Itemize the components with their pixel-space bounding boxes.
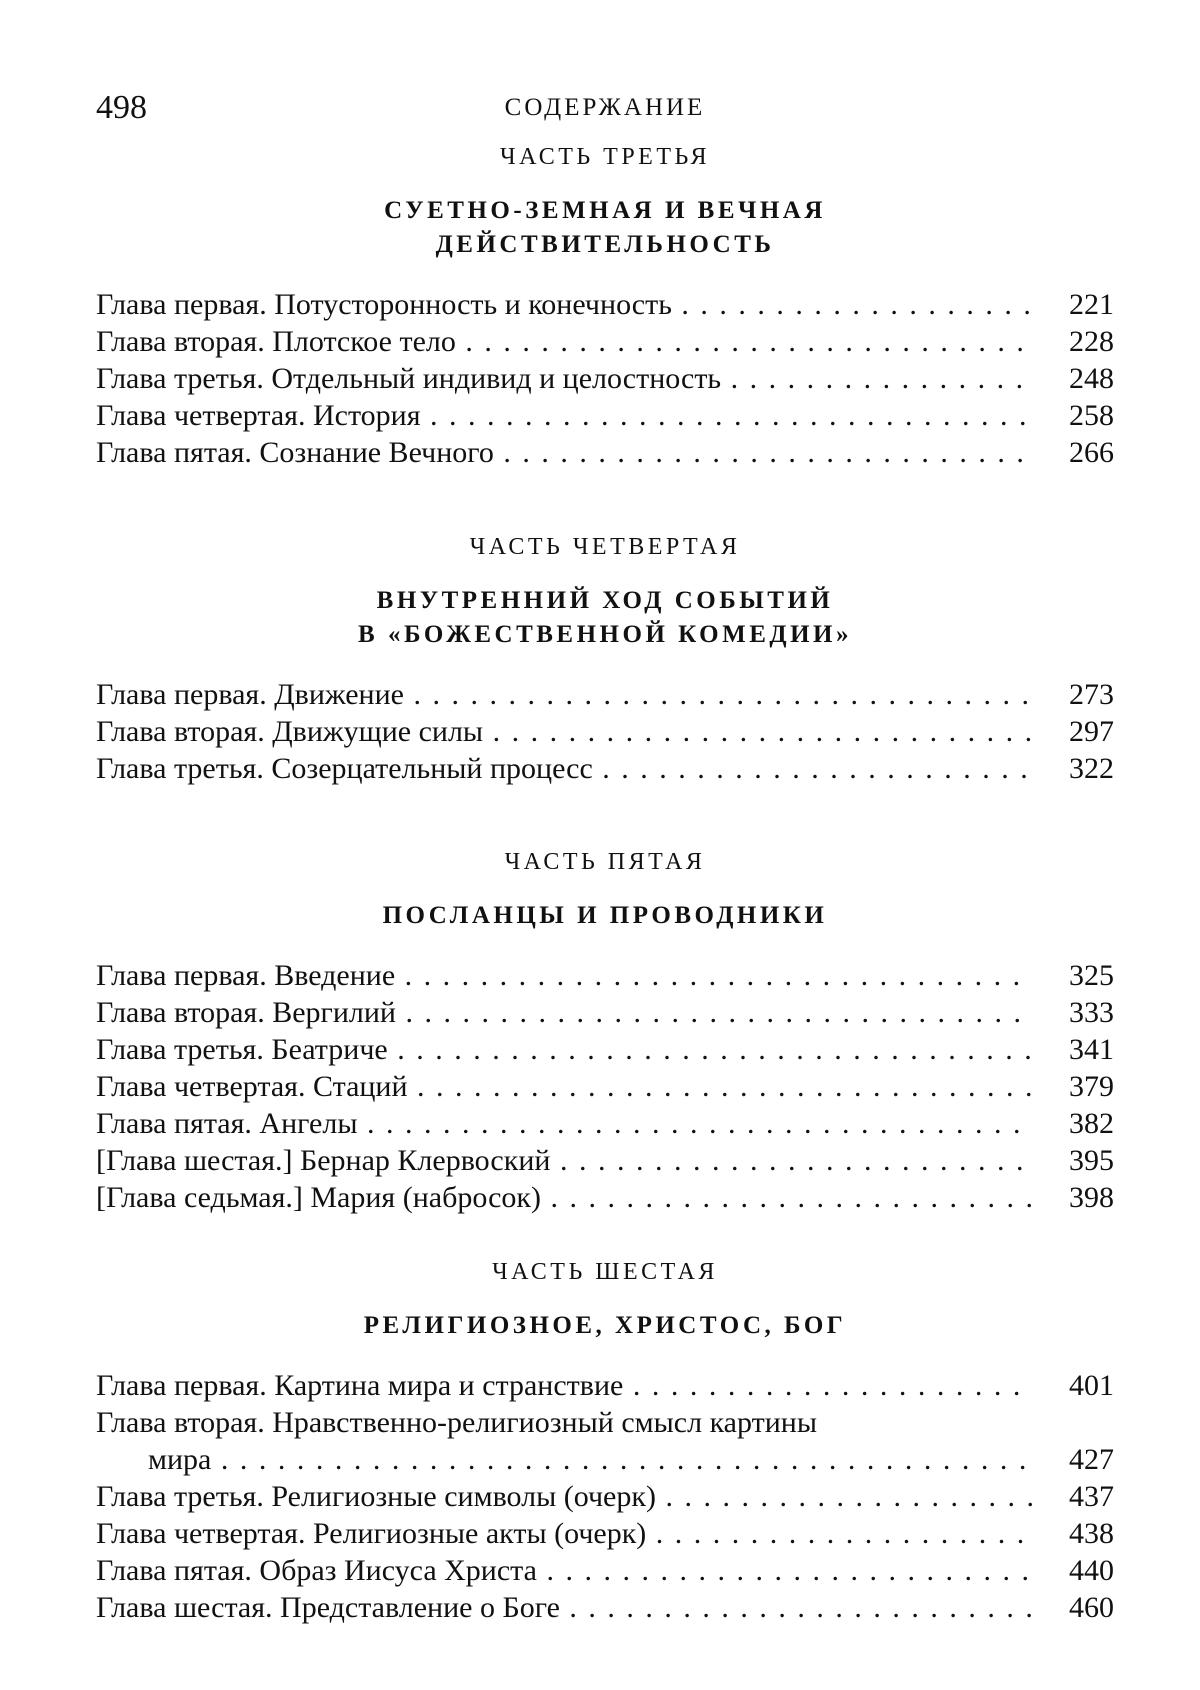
toc-entry[interactable] xyxy=(96,1515,1114,1552)
part-three xyxy=(96,142,1114,471)
part-title-line: РЕЛИГИОЗНОЕ, ХРИСТОС, БОГ xyxy=(363,1312,847,1339)
entry-page: 297 xyxy=(1069,715,1114,748)
toc-entry[interactable] xyxy=(96,1105,1114,1142)
toc-entry[interactable] xyxy=(96,1179,1114,1216)
entry-title: Глава третья. Созерцательный процесс . . xyxy=(96,750,1032,787)
toc-entry[interactable] xyxy=(96,713,1114,750)
toc-entries xyxy=(96,676,1114,787)
entry-title: Глава шестая. Представление о Боге . . xyxy=(96,1589,1032,1626)
toc-entry-first-line[interactable] xyxy=(96,1404,1114,1441)
entry-page: 325 xyxy=(1069,959,1114,992)
entry-title: Глава вторая. Движущие силы . . xyxy=(96,713,1032,750)
toc-entry[interactable] xyxy=(96,676,1114,713)
part-title-line: ВНУТРЕННИЙ ХОД СОБЫТИЙ xyxy=(376,587,834,614)
toc-entry[interactable] xyxy=(96,1589,1114,1626)
entry-title: Глава третья. Беатриче . . xyxy=(96,1031,1032,1068)
entry-page: 460 xyxy=(1069,1591,1114,1624)
part-title xyxy=(96,1309,1114,1343)
entry-title: Глава третья. Отдельный индивид и целостность . . xyxy=(96,360,1032,397)
part-label: ЧАСТЬ ЧЕТВЕРТАЯ xyxy=(469,534,741,560)
part-six xyxy=(96,1257,1114,1626)
toc-entries xyxy=(96,286,1114,471)
toc-entry[interactable] xyxy=(96,1068,1114,1105)
entry-page: 341 xyxy=(1069,1033,1114,1066)
part-title xyxy=(96,899,1114,933)
entry-page: 322 xyxy=(1069,752,1114,785)
entry-title-continuation: мира . . xyxy=(148,1441,1032,1478)
toc-entry[interactable] xyxy=(96,360,1114,397)
part-title xyxy=(96,194,1114,262)
entry-title: [Глава седьмая.] Мария (набросок) . . xyxy=(96,1179,1032,1216)
entry-title: Глава пятая. Сознание Вечного . . xyxy=(96,434,1032,471)
part-title-line: В «БОЖЕСТВЕННОЙ КОМЕДИИ» xyxy=(358,621,852,648)
part-label: ЧАСТЬ ТРЕТЬЯ xyxy=(499,144,711,170)
entry-page: 248 xyxy=(1069,362,1114,395)
toc-entry[interactable] xyxy=(96,397,1114,434)
entry-page: 228 xyxy=(1069,325,1114,358)
toc-entry[interactable] xyxy=(96,434,1114,471)
entry-title: Глава четвертая. Стаций . . xyxy=(96,1068,1032,1105)
running-title: СОДЕРЖАНИЕ xyxy=(504,94,706,121)
entry-page: 273 xyxy=(1069,678,1114,711)
entry-title: [Глава шестая.] Бернар Клервоский . . xyxy=(96,1142,1032,1179)
entry-title: Глава четвертая. Религиозные акты (очерк) . . xyxy=(96,1515,1032,1552)
entry-page: 437 xyxy=(1069,1480,1114,1513)
page-number: 498 xyxy=(96,89,147,126)
entry-title: Глава вторая. Плотское тело . . xyxy=(96,323,1032,360)
entry-title: Глава первая. Потусторонность и конечность . . xyxy=(96,286,1032,323)
entry-page: 440 xyxy=(1069,1554,1114,1587)
toc-entry[interactable] xyxy=(96,750,1114,787)
entry-page: 401 xyxy=(1069,1369,1114,1402)
entry-title: Глава первая. Картина мира и странствие . . xyxy=(96,1367,1032,1404)
entry-page: 395 xyxy=(1069,1144,1114,1177)
entry-title: Глава вторая. Нравственно-религиозный смысл картины xyxy=(96,1406,817,1439)
entry-title: Глава первая. Введение . . xyxy=(96,957,1032,994)
toc-entry-continuation[interactable] xyxy=(96,1441,1114,1478)
entry-title: Глава четвертая. История . . xyxy=(96,397,1032,434)
entry-page: 221 xyxy=(1069,288,1114,321)
entry-title: Глава первая. Движение . . xyxy=(96,676,1032,713)
part-four xyxy=(96,532,1114,787)
entry-page: 258 xyxy=(1069,399,1114,432)
part-title xyxy=(96,584,1114,652)
part-title-line: СУЕТНО-ЗЕМНАЯ И ВЕЧНАЯ xyxy=(384,197,826,224)
entry-page: 427 xyxy=(1069,1443,1114,1476)
entry-page: 398 xyxy=(1069,1181,1114,1214)
toc-entries xyxy=(96,957,1114,1216)
part-title-line: ДЕЙСТВИТЕЛЬНОСТЬ xyxy=(435,231,775,258)
part-title-line: ПОСЛАНЦЫ И ПРОВОДНИКИ xyxy=(382,902,828,929)
toc-entry[interactable] xyxy=(96,286,1114,323)
entry-title: Глава пятая. Ангелы . . xyxy=(96,1105,1032,1142)
entry-page: 382 xyxy=(1069,1107,1114,1140)
running-head xyxy=(96,88,1114,128)
entry-page: 438 xyxy=(1069,1517,1114,1550)
entry-page: 266 xyxy=(1069,436,1114,469)
entry-title: Глава вторая. Вергилий . . xyxy=(96,994,1032,1031)
toc-entry[interactable] xyxy=(96,1552,1114,1589)
toc-entry[interactable] xyxy=(96,1367,1114,1404)
toc-entry[interactable] xyxy=(96,1478,1114,1515)
toc-entry[interactable] xyxy=(96,323,1114,360)
entry-title: Глава пятая. Образ Иисуса Христа . . xyxy=(96,1552,1032,1589)
toc-entry[interactable] xyxy=(96,994,1114,1031)
toc-entry[interactable] xyxy=(96,1142,1114,1179)
part-five xyxy=(96,847,1114,1216)
toc-entry[interactable] xyxy=(96,1031,1114,1068)
toc-entry[interactable] xyxy=(96,957,1114,994)
entry-page: 379 xyxy=(1069,1070,1114,1103)
part-label: ЧАСТЬ ПЯТАЯ xyxy=(504,849,706,875)
part-label: ЧАСТЬ ШЕСТАЯ xyxy=(492,1259,718,1285)
toc-entries xyxy=(96,1367,1114,1626)
entry-title: Глава третья. Религиозные символы (очерк) . . xyxy=(96,1478,1032,1515)
entry-page: 333 xyxy=(1069,996,1114,1029)
